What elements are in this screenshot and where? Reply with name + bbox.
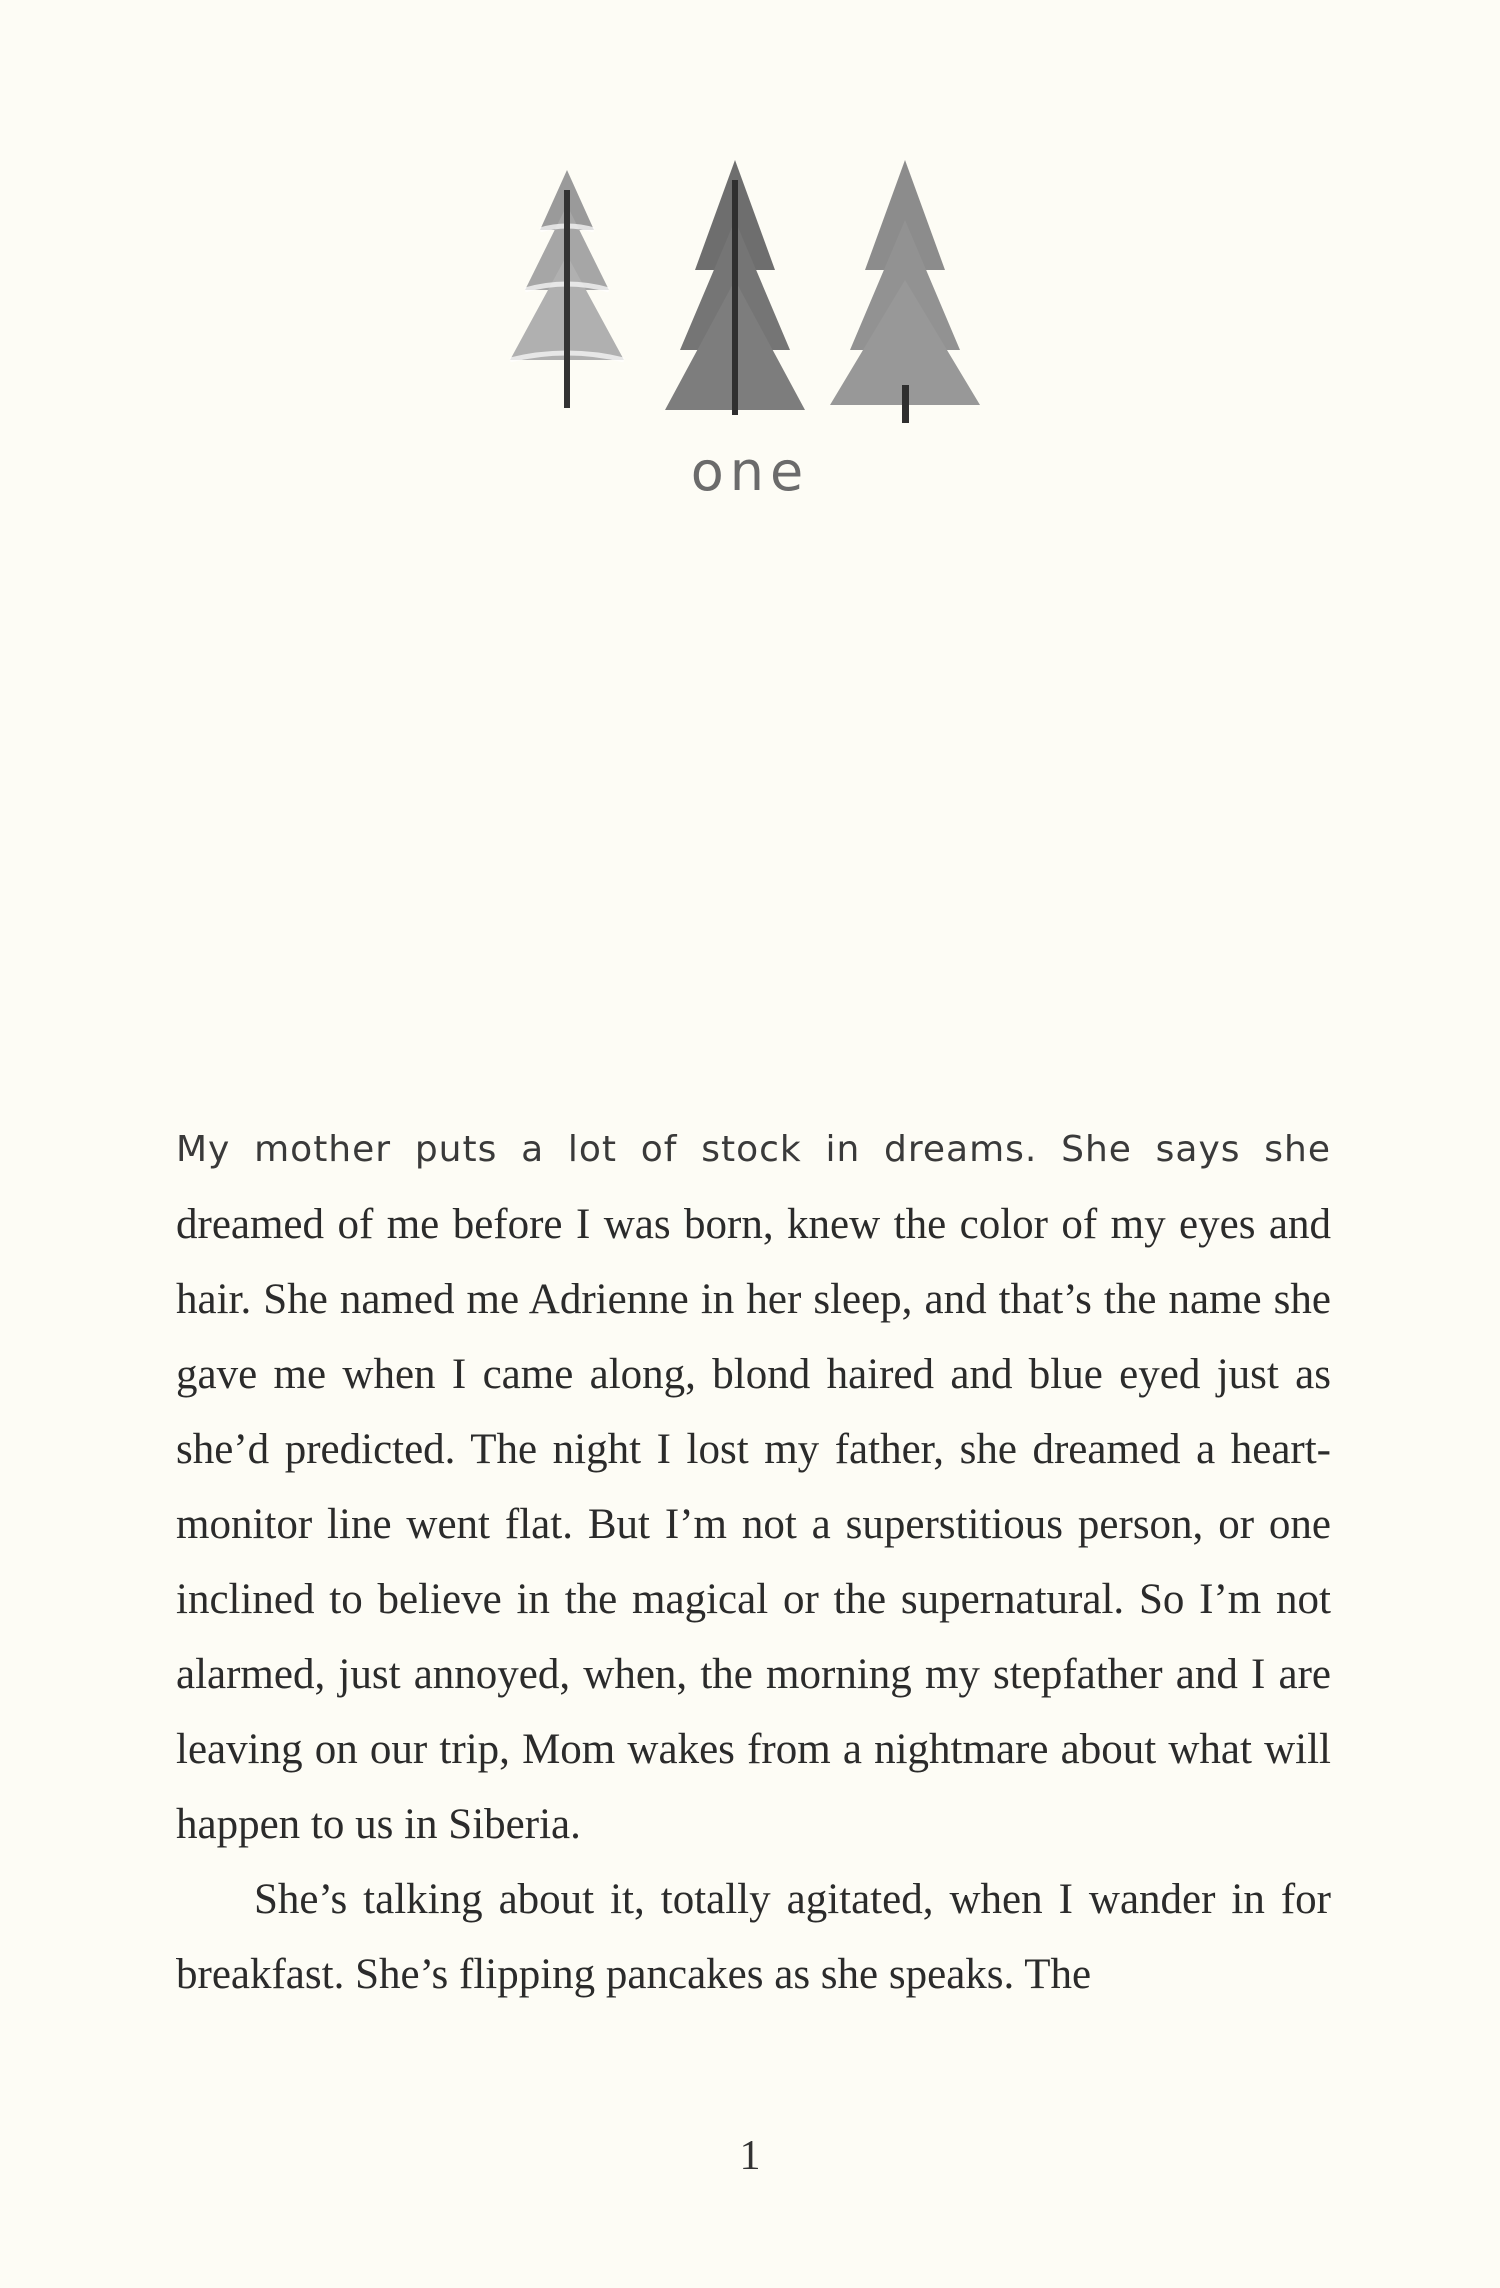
chapter-body [176,1110,1331,2012]
page-number: 1 [739,2133,761,2179]
pine-tree-icon-right [830,160,980,423]
three-pine-trees-icon [480,160,1020,430]
paragraph-2: She’s talking about it, totally agitated, when I wander in for breakfast. She’s flipping pancakes as she speaks. The [176,1876,1331,1998]
paragraph-1 [176,1110,1331,1862]
pine-tree-icon-middle [665,160,805,415]
chapter-title: one [690,440,810,503]
paragraph-1-text: dreamed of me before I was born, knew the color of my eyes and hair. She named me Adrienne in her sleep, and that’s the name she gave me when I came along, blond haired and blue eyed just as she’d predicted. The night I lost my father, she dreamed a heart-monitor line went flat. But I’m not a superstitious person, or one inclined to believe in the magical or the supernatural. So I’m not alarmed, just annoyed, when, the morning my stepfather and I are leaving on our trip, Mom wakes from a nightmare about what will happen to us in Siberia. [176,1201,1331,1848]
lead-in-text: My mother puts a lot of stock in dreams. She says she [176,1129,1331,1170]
pine-tree-icon-left [510,170,624,408]
